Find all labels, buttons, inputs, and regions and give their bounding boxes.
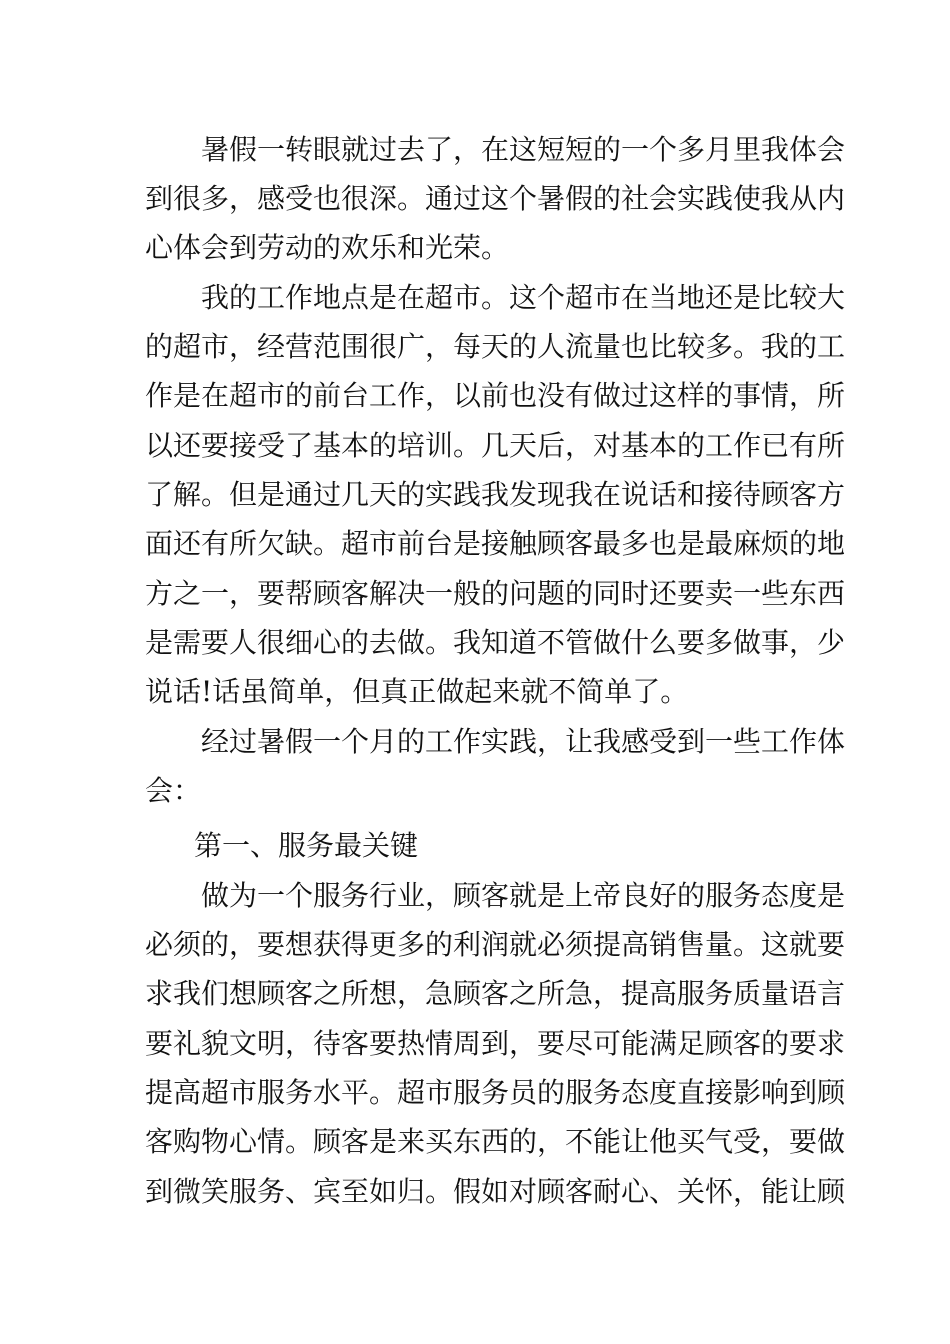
paragraph-line: 以还要接受了基本的培训。几天后，对基本的工作已有所 — [145, 429, 846, 462]
paragraph-line: 到微笑服务、宾至如归。假如对顾客耐心、关怀，能让顾 — [145, 1175, 846, 1208]
paragraph-line: 要礼貌文明，待客要热情周到，要尽可能满足顾客的要求 — [145, 1027, 846, 1060]
paragraph-line: 会： — [145, 774, 202, 807]
paragraph-line: 必须的，要想获得更多的利润就必须提高销售量。这就要 — [145, 928, 846, 961]
paragraph-line: 到很多，感受也很深。通过这个暑假的社会实践使我从内 — [145, 182, 846, 215]
paragraph-line: 方之一，要帮顾客解决一般的问题的同时还要卖一些东西 — [145, 577, 846, 610]
paragraph-line: 面还有所欠缺。超市前台是接触顾客最多也是最麻烦的地 — [145, 527, 846, 560]
paragraph-line: 我的工作地点是在超市。这个超市在当地还是比较大 — [201, 281, 846, 314]
paragraph-line: 提高超市服务水平。超市服务员的服务态度直接影响到顾 — [145, 1076, 846, 1109]
paragraph-line: 做为一个服务行业，顾客就是上帝良好的服务态度是 — [201, 879, 846, 912]
paragraph-line: 的超市，经营范围很广，每天的人流量也比较多。我的工 — [145, 330, 846, 363]
paragraph-line: 作是在超市的前台工作，以前也没有做过这样的事情，所 — [145, 379, 846, 412]
paragraph-line: 经过暑假一个月的工作实践，让我感受到一些工作体 — [201, 725, 846, 758]
paragraph-line: 了解。但是通过几天的实践我发现我在说话和接待顾客方 — [145, 478, 846, 511]
paragraph-line: 说话!话虽简单，但真正做起来就不简单了。 — [145, 675, 689, 708]
paragraph-line: 客购物心情。顾客是来买东西的，不能让他买气受，要做 — [145, 1125, 846, 1158]
paragraph-line: 是需要人很细心的去做。我知道不管做什么要多做事，少 — [145, 626, 846, 659]
paragraph-line: 求我们想顾客之所想，急顾客之所急，提高服务质量语言 — [145, 977, 846, 1010]
paragraph-line: 心体会到劳动的欢乐和光荣。 — [145, 231, 510, 264]
paragraph-line: 暑假一转眼就过去了，在这短短的一个多月里我体会 — [201, 133, 846, 166]
section-heading: 第一、服务最关键 — [194, 829, 419, 862]
